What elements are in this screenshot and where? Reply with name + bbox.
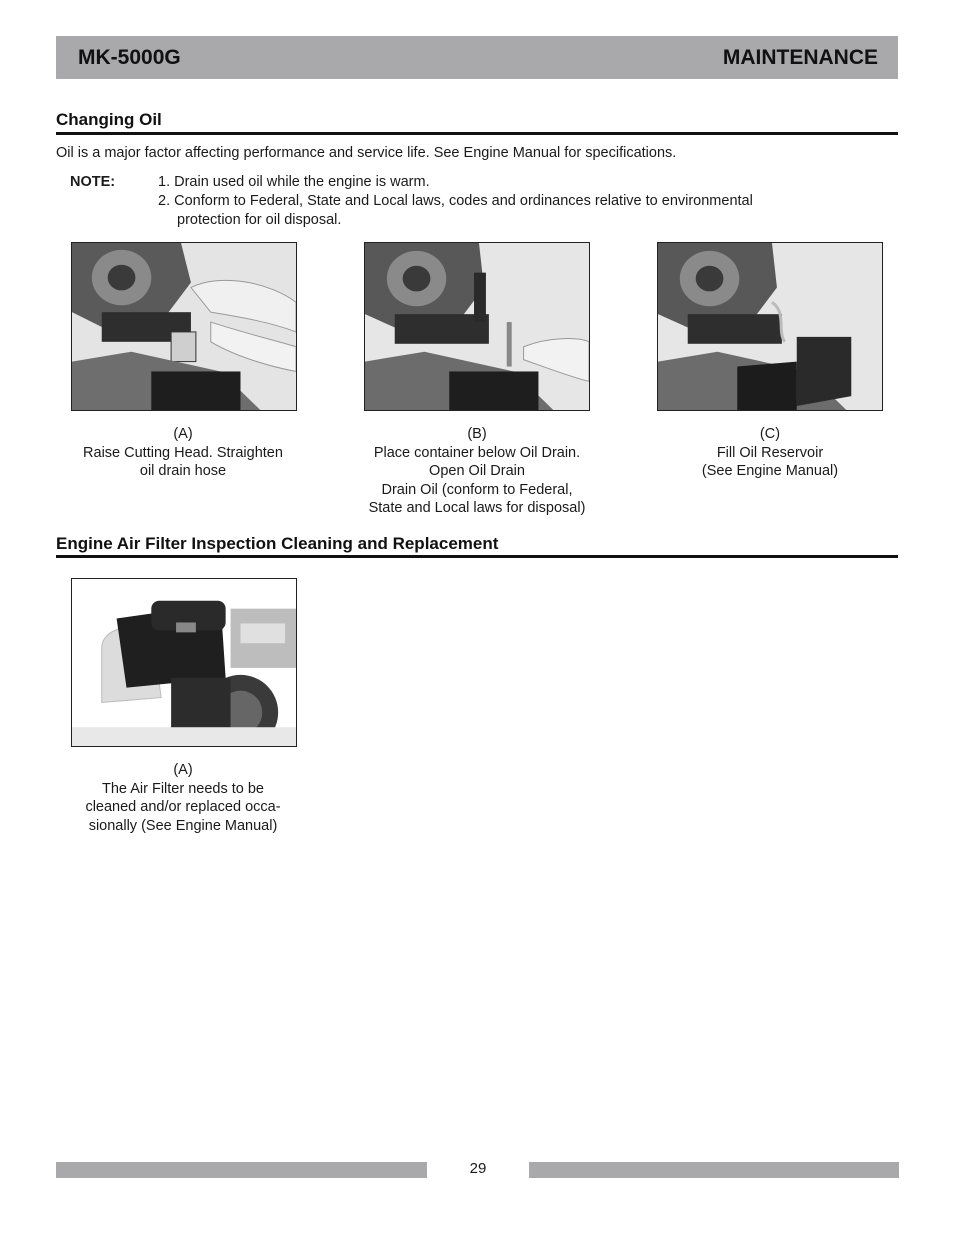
- caption-c: [640, 425, 900, 481]
- section-rule: [56, 132, 898, 135]
- note-line-2: 2. Conform to Federal, State and Local laws, codes and ordinances relative to environmental: [158, 193, 753, 209]
- photo-raise-cutting-head: [71, 242, 297, 411]
- caption-air-filter-line: sionally (See Engine Manual): [88, 817, 278, 834]
- note-line-1: 1. Drain used oil while the engine is warm.: [158, 174, 430, 190]
- photo-fill-oil-reservoir: [657, 242, 883, 411]
- section-heading: MAINTENANCE: [722, 45, 878, 69]
- caption-b-letter: (B): [467, 426, 487, 442]
- oil-intro: Oil is a major factor affecting performance and service life. See Engine Manual for specifications.: [56, 145, 677, 161]
- page-number: 29: [469, 1160, 487, 1177]
- caption-a: [53, 425, 313, 481]
- section-rule: [56, 555, 898, 558]
- caption-c-line: Fill Oil Reservoir: [716, 444, 824, 461]
- caption-b-line: Place container below Oil Drain.: [373, 444, 581, 461]
- header-bar: [56, 36, 898, 79]
- caption-b: [347, 425, 607, 518]
- caption-a-line: oil drain hose: [139, 463, 227, 479]
- caption-air-filter: [53, 761, 313, 835]
- caption-air-filter-letter: (A): [173, 762, 193, 778]
- caption-b-line: Drain Oil (conform to Federal,: [381, 481, 573, 498]
- note-label: NOTE:: [70, 174, 116, 190]
- footer-bar-left: [56, 1162, 427, 1178]
- caption-air-filter-line: cleaned and/or replaced occa-: [85, 799, 281, 815]
- footer-bar-right: [529, 1162, 899, 1178]
- changing-oil-title: Changing Oil: [56, 110, 162, 129]
- caption-b-line: Open Oil Drain: [429, 463, 525, 479]
- note-line-3: protection for oil disposal.: [177, 212, 342, 228]
- caption-b-line: State and Local laws for disposal): [368, 500, 586, 516]
- caption-c-letter: (C): [759, 426, 781, 442]
- caption-air-filter-line: The Air Filter needs to be: [102, 780, 264, 797]
- caption-c-line: (See Engine Manual): [701, 463, 839, 479]
- caption-a-line: Raise Cutting Head. Straighten: [83, 444, 283, 461]
- model-title: MK-5000G: [78, 45, 181, 69]
- photo-engine-air-filter: [71, 578, 297, 747]
- air-filter-title: Engine Air Filter Inspection Cleaning and Replacement: [56, 534, 499, 553]
- photo-open-oil-drain: [364, 242, 590, 411]
- caption-a-letter: (A): [173, 426, 193, 442]
